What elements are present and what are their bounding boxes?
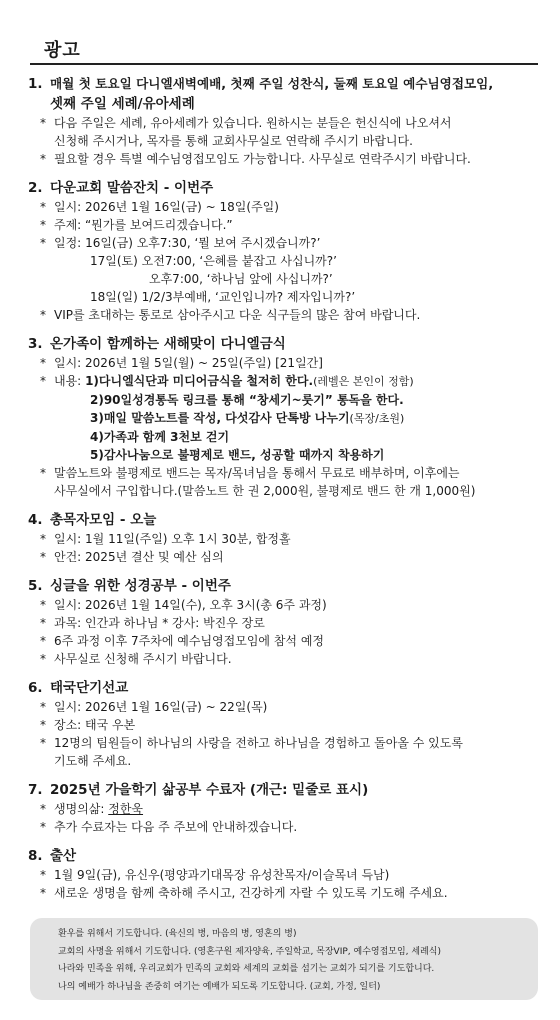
section-number: 3. — [28, 336, 43, 352]
list-item — [28, 818, 542, 836]
list-item — [28, 698, 542, 716]
item-line: 다음 주일은 세례, 유아세례가 있습니다. 원하시는 분들은 헌신식에 나오셔서 — [54, 116, 452, 130]
title-divider — [30, 63, 538, 65]
bullet-star: * — [40, 700, 46, 714]
list-item — [28, 198, 542, 216]
bullet-star: * — [40, 200, 46, 214]
announcement-heading — [28, 678, 542, 698]
item-text: 과목: 인간과 하나님 * 강사: 박진우 장로 — [54, 616, 265, 630]
content-goal: 2)90일성경통독 링크를 통해 “창세기~룻기” 통독을 한다. — [90, 393, 404, 407]
content-goal: 1)다니엘식단과 미디어금식을 철저히 한다. — [85, 374, 314, 388]
list-item — [28, 884, 542, 902]
item-text — [54, 464, 542, 500]
item-line: 사무실에서 구입합니다.(말씀노트 한 권 2,000원, 불평제로 밴드 한 개 1,000원) — [54, 484, 476, 498]
item-text — [54, 734, 542, 770]
heading-text: 총목자모임 - 오늘 — [50, 512, 157, 528]
heading-text: 다운교회 말씀잔치 - 이번주 — [50, 180, 214, 196]
item-text: 안건: 2025년 결산 및 예산 심의 — [54, 550, 224, 564]
heading-text: 2025년 가을학기 삶공부 수료자 (개근: 밑줄로 표시) — [50, 782, 369, 798]
list-item — [28, 306, 542, 324]
announcement-8 — [28, 846, 542, 902]
list-item — [28, 114, 542, 150]
item-text: 일시: 2026년 1월 16일(금) ~ 18일(주일) — [54, 200, 279, 214]
content-goal: 4)가족과 함께 3천보 걷기 — [90, 430, 230, 444]
bullet-star: * — [40, 634, 46, 648]
list-item — [28, 548, 542, 566]
announcements — [28, 74, 542, 912]
section-number: 6. — [28, 680, 43, 696]
schedule-label: 일정: — [54, 236, 82, 250]
course-label: 생명의삶: — [54, 802, 105, 816]
section-number: 4. — [28, 512, 43, 528]
section-number: 7. — [28, 782, 43, 798]
announcement-2 — [28, 178, 542, 324]
bullet-star: * — [40, 532, 46, 546]
item-line: 12명의 팀원들이 하나님의 사랑을 전하고 하나님을 경험하고 돌아올 수 있도록 — [54, 736, 463, 750]
prayer-line: 나의 예배가 하나님을 존중히 여기는 예배가 되도록 기도합니다. (교회, 가정, 일터) — [58, 981, 381, 992]
bullet-star: * — [40, 886, 46, 900]
item-line: 신청해 주시거나, 목자를 통해 교회사무실로 연락해 주시기 바랍니다. — [54, 134, 413, 148]
item-text: 1월 9일(금), 유신우(평양과기대목장 유성찬목자/이슬목녀 득남) — [54, 868, 390, 882]
content-note: (목장/초원) — [349, 412, 405, 425]
list-item — [28, 150, 542, 168]
item-text — [54, 800, 542, 818]
schedule-item — [28, 234, 542, 306]
bullet-star: * — [40, 356, 46, 370]
content-line — [54, 409, 542, 428]
heading-text: 온가족이 함께하는 새해맞이 다니엘금식 — [50, 336, 286, 352]
prayer-box — [30, 918, 538, 1000]
list-item — [28, 614, 542, 632]
content-line — [54, 372, 542, 391]
item-text: 주제: “뭔가를 보여드리겠습니다.” — [54, 218, 233, 232]
page-title: 광고 — [44, 40, 81, 61]
bullet-star: * — [40, 466, 46, 480]
announcement-heading — [28, 846, 542, 866]
item-text: 추가 수료자는 다음 주 주보에 안내하겠습니다. — [54, 820, 298, 834]
bullet-star: * — [40, 616, 46, 630]
bullet-star: * — [40, 116, 46, 130]
list-item — [28, 464, 542, 500]
section-number: 2. — [28, 180, 43, 196]
section-number: 1. — [28, 76, 43, 92]
content-label: 내용: — [54, 374, 82, 388]
schedule-line — [54, 234, 542, 252]
heading-text: 싱글을 위한 성경공부 - 이번주 — [50, 578, 231, 594]
announcement-heading — [28, 74, 542, 114]
bullet-star: * — [40, 308, 46, 322]
item-text: 새로운 생명을 함께 축하해 주시고, 건강하게 자랄 수 있도록 기도해 주세요. — [54, 886, 448, 900]
bullet-star: * — [40, 718, 46, 732]
section-number: 5. — [28, 578, 43, 594]
heading-text — [50, 74, 542, 114]
item-text — [54, 114, 542, 150]
announcement-6 — [28, 678, 542, 770]
item-text: 일시: 2026년 1월 5일(월) ~ 25일(주일) [21일간] — [54, 356, 323, 370]
heading-text: 태국단기선교 — [50, 680, 129, 696]
graduate-name: 정한욱 — [108, 802, 144, 816]
schedule-entry: 17일(토) 오전7:00, ‘은혜를 붙잡고 사십니까?’ — [90, 254, 337, 268]
list-item — [28, 866, 542, 884]
item-text: 일시: 2026년 1월 16일(금) ~ 22일(목) — [54, 700, 268, 714]
announcement-heading — [28, 178, 542, 198]
bullet-star: * — [40, 652, 46, 666]
schedule-text — [54, 234, 542, 306]
list-item — [28, 354, 542, 372]
bullet-star: * — [40, 598, 46, 612]
heading-line: 매월 첫 토요일 다니엘새벽예배, 첫째 주일 성찬식, 둘째 토요일 예수님영접모임, — [50, 76, 494, 91]
list-item — [28, 650, 542, 668]
item-line: 말씀노트와 불평제로 밴드는 목자/목녀님을 통해서 무료로 배부하며, 이후에는 — [54, 466, 460, 480]
announcement-4 — [28, 510, 542, 566]
prayer-line: 나라와 민족을 위해, 우리교회가 민족의 교회와 세계의 교회를 섬기는 교회가 되기를 기도합니다. — [58, 964, 435, 974]
schedule-entry: 18일(일) 1/2/3부예배, ‘교인입니까? 제자입니까?’ — [90, 290, 356, 304]
prayer-line: 환우를 위해서 기도합니다. (육신의 병, 마음의 병, 영혼의 병) — [58, 929, 297, 939]
prayer-line: 교회의 사명을 위해서 기도합니다. (영혼구원 제자양육, 주일학교, 목장VIP, 예수영접모임, 세례식) — [58, 946, 441, 957]
bullet-star: * — [40, 236, 46, 250]
section-number: 8. — [28, 848, 43, 864]
content-text — [54, 372, 542, 464]
heading-line: 셋째 주일 세례/유아세례 — [50, 96, 195, 112]
list-item — [28, 632, 542, 650]
bullet-star: * — [40, 802, 46, 816]
list-item — [28, 596, 542, 614]
list-item — [28, 716, 542, 734]
item-text: 사무실로 신청해 주시기 바랍니다. — [54, 652, 232, 666]
item-text: 장소: 태국 우본 — [54, 718, 136, 732]
list-item — [28, 216, 542, 234]
announcement-heading — [28, 510, 542, 530]
announcement-heading — [28, 334, 542, 354]
schedule-entry: 오후7:00, ‘하나님 앞에 사십니까?’ — [149, 272, 333, 286]
bullet-star: * — [40, 550, 46, 564]
item-line: 기도해 주세요. — [54, 754, 132, 768]
item-text: 일시: 2026년 1월 14일(수), 오후 3시(총 6주 과정) — [54, 598, 327, 612]
schedule-entry: 16일(금) 오후7:30, ‘뭘 보여 주시겠습니까?’ — [85, 236, 321, 250]
item-text: VIP를 초대하는 통로로 삼아주시고 다운 식구들의 많은 참여 바랍니다. — [54, 308, 421, 322]
content-item — [28, 372, 542, 464]
announcement-1 — [28, 74, 542, 168]
announcement-heading — [28, 576, 542, 596]
list-item — [28, 734, 542, 770]
bullet-star: * — [40, 868, 46, 882]
item-text: 일시: 1월 11일(주일) 오후 1시 30분, 합정홀 — [54, 532, 291, 546]
list-item — [28, 530, 542, 548]
heading-text: 출산 — [50, 848, 77, 864]
content-goal: 5)감사나눔으로 불평제로 밴드, 성공할 때까지 착용하기 — [90, 448, 385, 462]
bullet-star: * — [40, 736, 46, 750]
announcement-heading — [28, 780, 542, 800]
list-item — [28, 800, 542, 818]
announcement-3 — [28, 334, 542, 500]
content-goal: 3)매일 말씀노트를 작성, 다섯감사 단톡방 나누기 — [90, 411, 350, 425]
announcement-5 — [28, 576, 542, 668]
bullet-star: * — [40, 820, 46, 834]
content-note: (레벨은 본인이 정함) — [313, 375, 414, 388]
bullet-star: * — [40, 374, 46, 388]
bullet-star: * — [40, 218, 46, 232]
bullet-star: * — [40, 152, 46, 166]
item-text: 6주 과정 이후 7주차에 예수님영접모임에 참석 예정 — [54, 634, 324, 648]
item-text: 필요할 경우 특별 예수님영접모임도 가능합니다. 사무실로 연락주시기 바랍니다. — [54, 152, 471, 166]
announcement-7 — [28, 780, 542, 836]
